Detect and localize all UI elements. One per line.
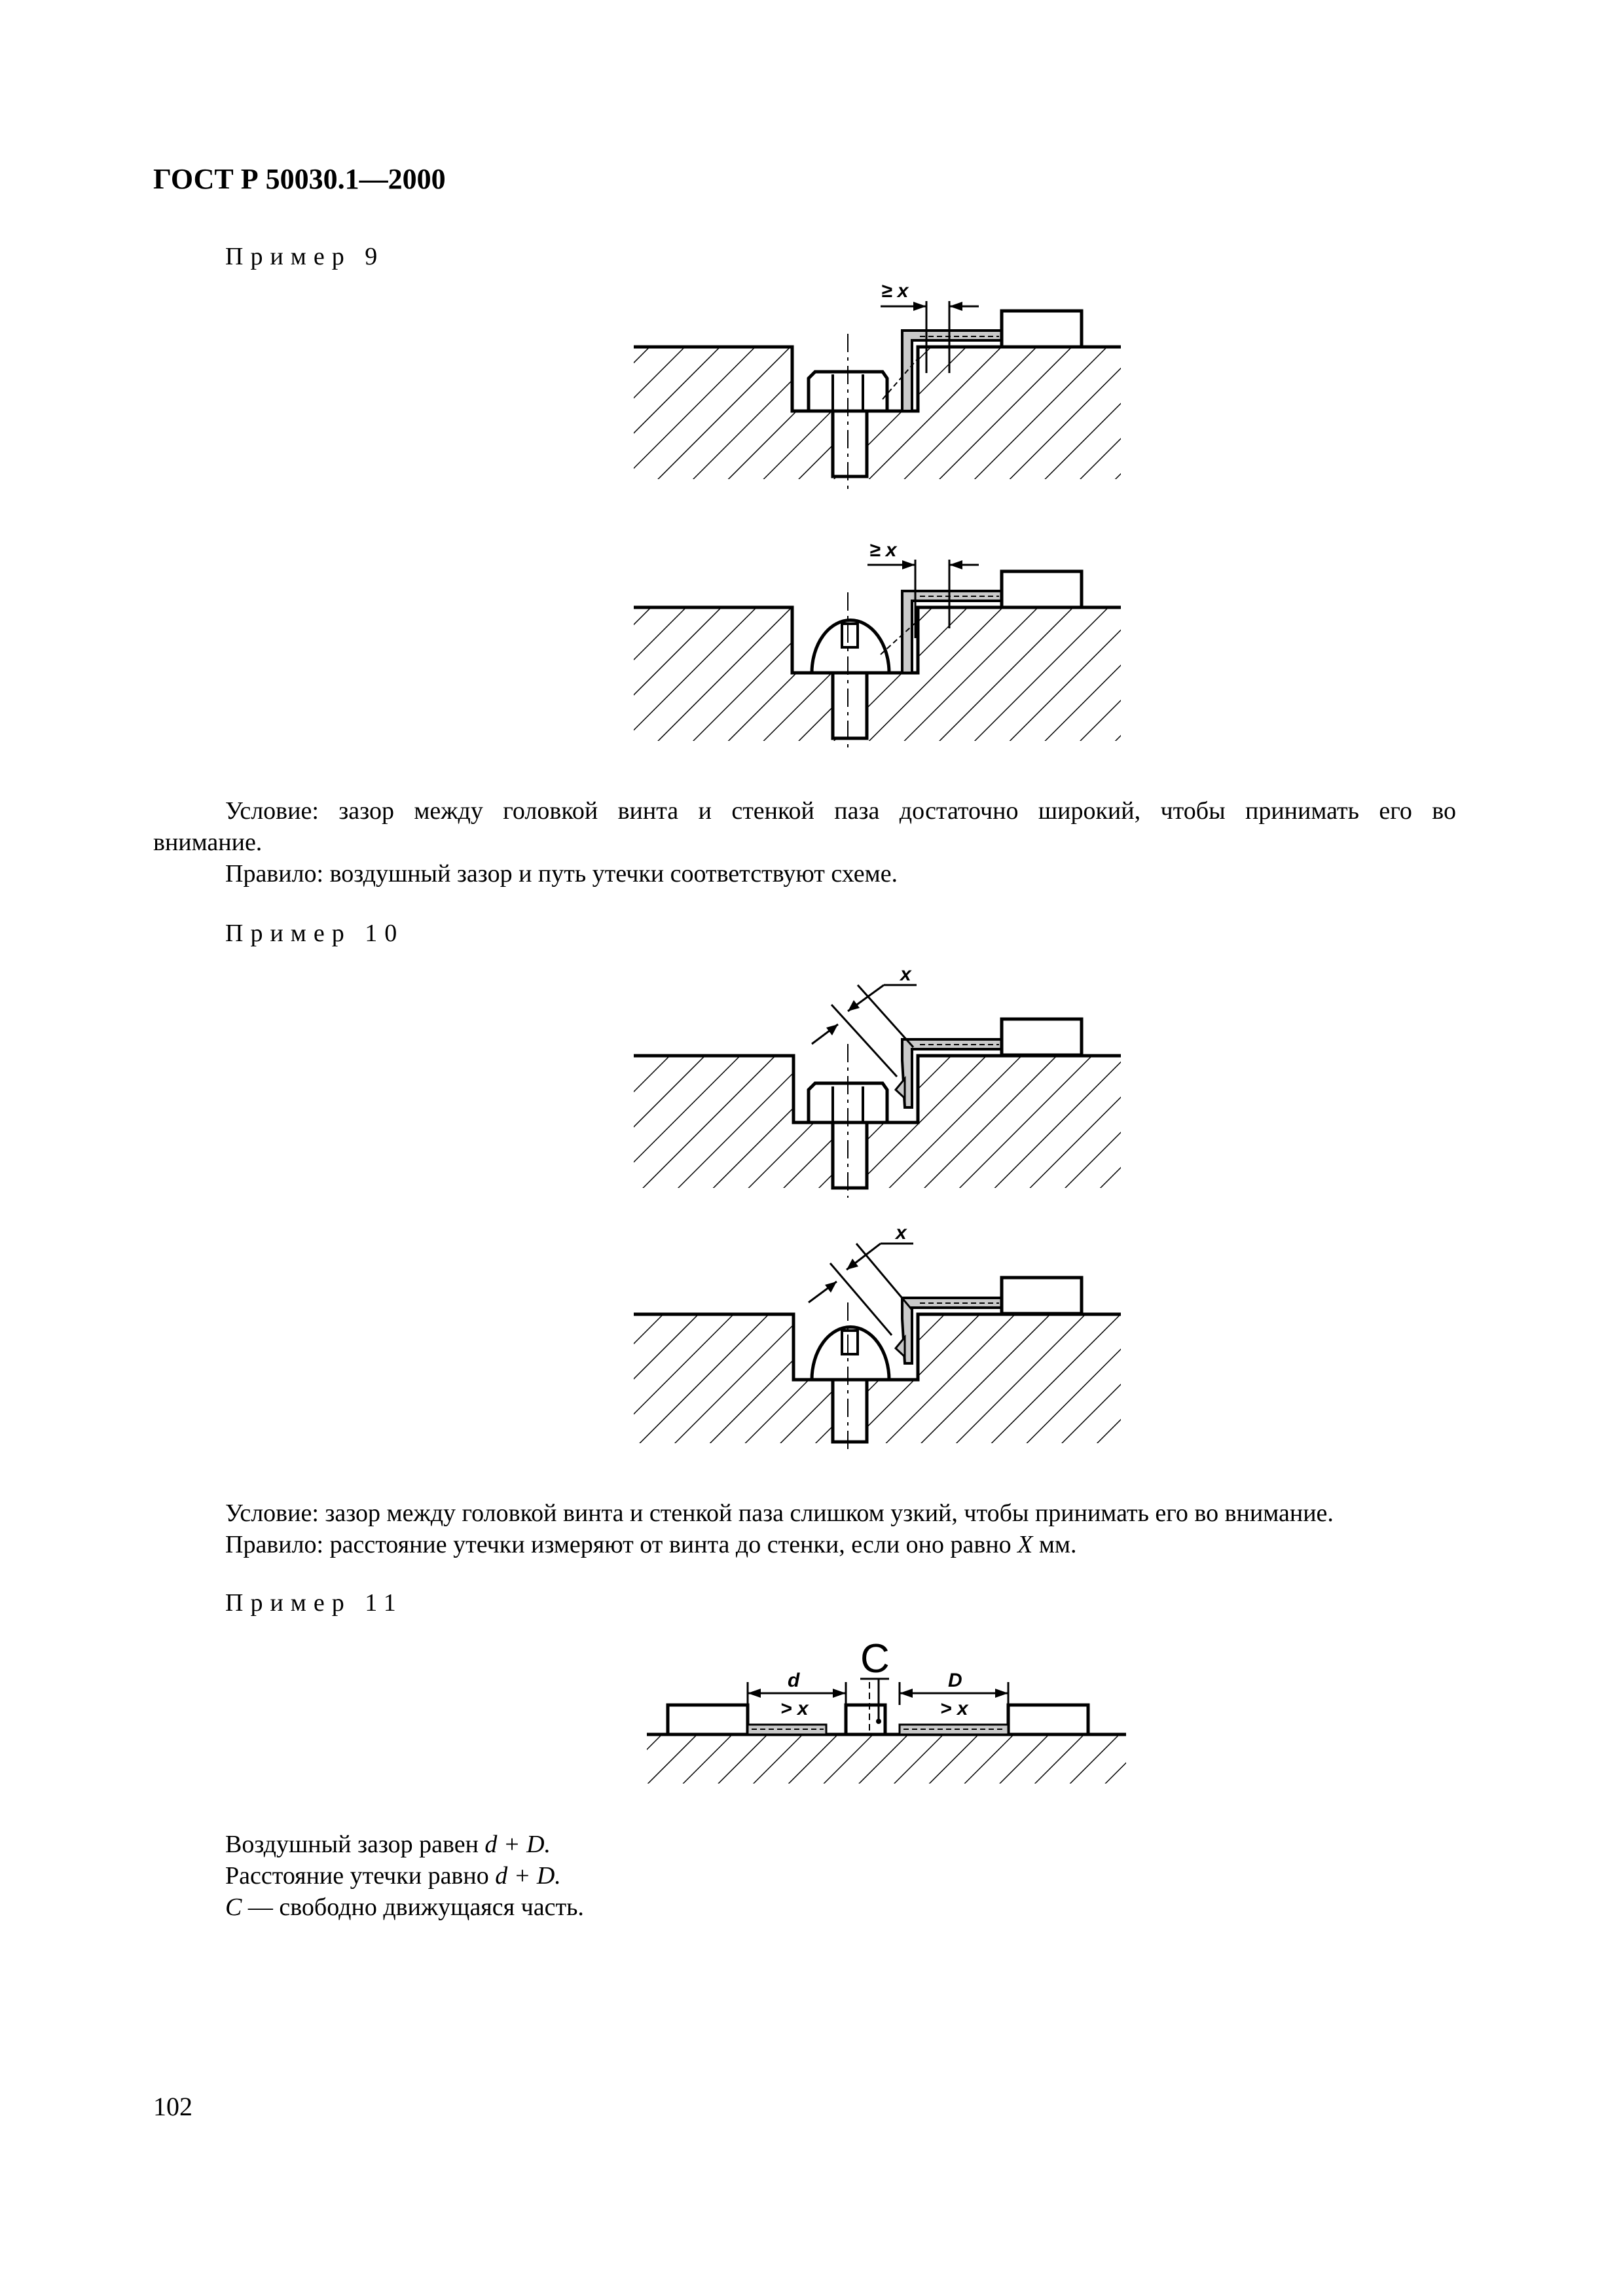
document-header: ГОСТ Р 50030.1—2000 xyxy=(153,163,446,195)
dimension-d xyxy=(748,1670,846,1719)
example-11-figure xyxy=(635,1620,1139,1803)
dimension-D xyxy=(900,1670,1008,1719)
conductive-part-right xyxy=(1008,1705,1088,1734)
conductive-part xyxy=(1002,311,1082,347)
center-point xyxy=(876,1719,881,1724)
dimension-label: ≥ x xyxy=(869,539,897,561)
example-11-line1: Воздушный зазор равен d + D. xyxy=(225,1831,551,1858)
example-10-rule: Правило: расстояние утечки измеряют от винта до стенки, если оно равно X мм. xyxy=(225,1531,1077,1558)
dimension-label: x xyxy=(896,1222,907,1244)
example-9-figure-round-screw xyxy=(622,530,1133,766)
example-11-label: Пример 11 xyxy=(225,1589,403,1617)
example-9-condition-line1: Условие: зазор между головкой винта и стенкой паза достаточно широкий, чтобы принимать его во xyxy=(225,797,1456,825)
conductive-part xyxy=(1002,1019,1082,1055)
example-9-figure-hex-screw xyxy=(622,268,1133,517)
example-10-figure-round-screw xyxy=(622,1214,1133,1456)
example-10-label: Пример 10 xyxy=(225,920,405,947)
base-material xyxy=(647,1734,1126,1784)
dimension-marker xyxy=(809,1222,913,1335)
page-number: 102 xyxy=(153,2092,192,2121)
dimension-label-d: d xyxy=(788,1670,800,1691)
example-11-line3: C — свободно движущаяся часть. xyxy=(225,1893,584,1921)
base-material xyxy=(634,347,1121,479)
example-9-label: Пример 9 xyxy=(225,243,385,270)
example-11-line2: Расстояние утечки равно d + D. xyxy=(225,1862,561,1890)
example-9-rule: Правило: воздушный зазор и путь утечки соответствуют схеме. xyxy=(225,860,898,888)
conductive-part-left xyxy=(668,1705,748,1734)
dimension-label: x xyxy=(900,963,911,985)
dimension-label-gt: > x xyxy=(940,1698,968,1719)
example-10-figure-hex-screw xyxy=(622,962,1133,1211)
conductive-part xyxy=(1002,1278,1082,1314)
example-9-condition-line2: внимание. xyxy=(153,829,263,856)
free-part-label: C xyxy=(860,1636,890,1681)
dimension-label-D: D xyxy=(948,1670,962,1691)
dimension-label: ≥ x xyxy=(881,280,909,302)
dimension-label-gt: > x xyxy=(780,1698,809,1719)
example-10-condition: Условие: зазор между головкой винта и стенкой паза слишком узкий, чтобы принимать его во внимание. xyxy=(225,1499,1334,1527)
conductive-part xyxy=(1002,571,1082,607)
